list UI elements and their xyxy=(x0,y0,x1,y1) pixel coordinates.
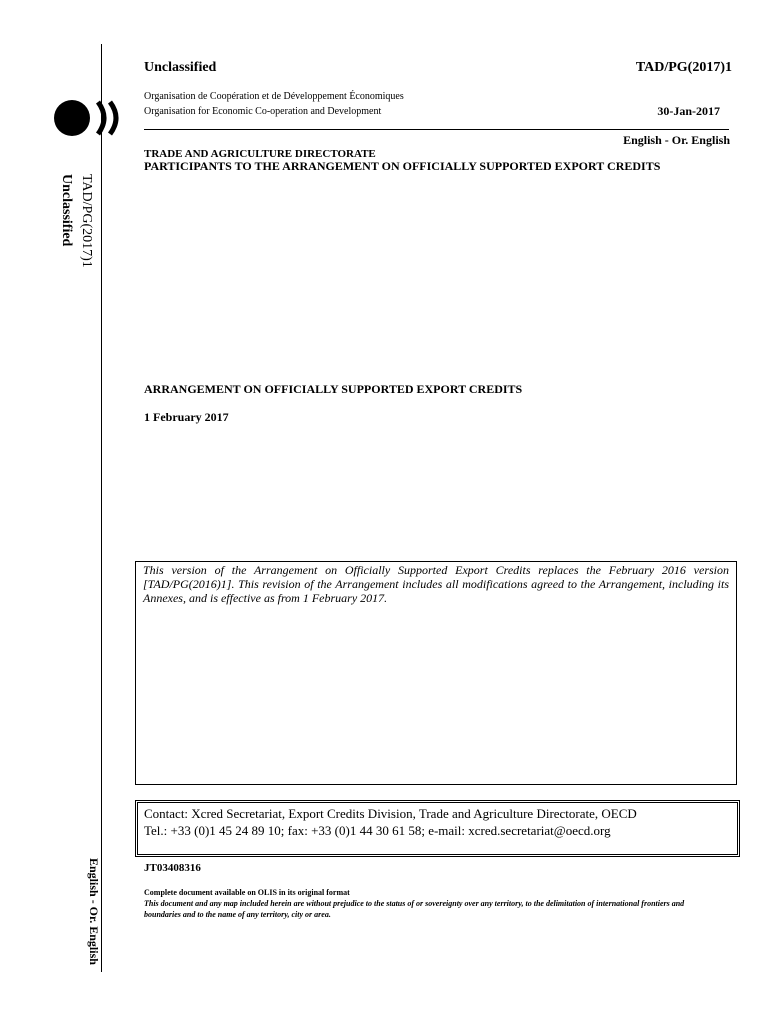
document-reference: TAD/PG(2017)1 xyxy=(635,60,732,75)
oecd-logo-icon xyxy=(52,98,132,138)
disclaimer: This document and any map included herein are without prejudice to the status of or sovereignty over any territory, to the delimitation of international frontiers and boundaries and to the name of any territory, city or area. xyxy=(144,899,685,919)
sidebar-language: English - Or. English xyxy=(87,858,101,965)
sidebar-classification: Unclassified xyxy=(59,174,74,247)
organisation-name-fr: Organisation de Coopération et de Développement Économiques xyxy=(144,91,404,102)
jt-number: JT03408316 xyxy=(144,862,201,874)
effective-date: 1 February 2017 xyxy=(144,410,229,424)
contact-line-2: Tel.: +33 (0)1 45 24 89 10; fax: +33 (0)1 44 30 61 58; e-mail: xcred.secretariat@oecd.org xyxy=(144,823,611,838)
page-title: ARRANGEMENT ON OFFICIALLY SUPPORTED EXPORT CREDITS xyxy=(144,382,523,396)
participants-line: PARTICIPANTS TO THE ARRANGEMENT ON OFFICIALLY SUPPORTED EXPORT CREDITS xyxy=(144,159,661,173)
contact-box xyxy=(135,800,740,857)
organisation-name-en: Organisation for Economic Co-operation and Development xyxy=(144,106,382,117)
header-divider xyxy=(144,129,729,130)
sidebar-reference: TAD/PG(2017)1 xyxy=(79,174,94,268)
language-label: English - Or. English xyxy=(623,133,730,147)
contact-line-1: Contact: Xcred Secretariat, Export Credits Division, Trade and Agriculture Directorate, OECD xyxy=(144,806,637,821)
notice-text: This version of the Arrangement on Officially Supported Export Credits replaces the February 2016 version [TAD/PG(2016)1]. This revision of the Arrangement includes all modifications agreed to the Arrangement, including its Annexes, and is effective as from 1 February 2017. xyxy=(143,563,729,605)
classification-label: Unclassified xyxy=(144,60,217,75)
margin-rule xyxy=(101,44,102,972)
directorate-name: TRADE AND AGRICULTURE DIRECTORATE xyxy=(144,148,376,160)
olis-note: Complete document available on OLIS in its original format xyxy=(144,888,350,897)
document-date: 30-Jan-2017 xyxy=(657,104,720,118)
notice-box xyxy=(135,561,737,785)
